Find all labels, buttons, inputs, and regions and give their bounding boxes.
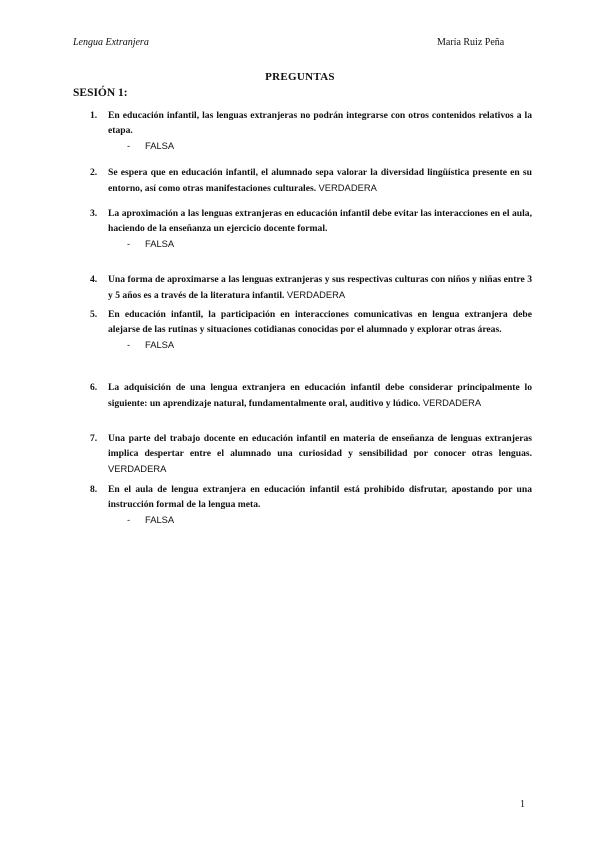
page-title: PREGUNTAS bbox=[265, 71, 335, 83]
question-number: 4. bbox=[90, 274, 98, 285]
answer-dash: - bbox=[127, 339, 131, 350]
header-author: María Ruiz Peña bbox=[437, 37, 505, 48]
question-item bbox=[90, 165, 532, 196]
answer-line bbox=[127, 236, 532, 251]
question-text: La adquisición de una lengua extranjera en educación infantil debe considerar principalmente lo siguiente: un aprendizaje natural, fundamentalmente oral, auditivo y lúdico. bbox=[108, 382, 532, 409]
answer-value: VERDADERA bbox=[286, 289, 346, 300]
question-text: Una parte del trabajo docente en educación infantil en materia de enseñanza de lenguas extranjeras implica despertar entre el alumnado una curiosidad y sensibilidad por conocer otras lenguas. bbox=[108, 433, 532, 459]
question-number: 5. bbox=[90, 309, 98, 320]
answer-line bbox=[127, 138, 532, 153]
session-heading: SESIÓN 1: bbox=[73, 87, 128, 99]
question-number: 7. bbox=[90, 433, 98, 444]
question-number: 6. bbox=[90, 382, 98, 393]
question-text: Se espera que en educación infantil, el alumnado sepa valorar la diversidad lingüística presente en su entorno, así como otras manifestaciones culturales. bbox=[108, 167, 532, 194]
answer-value: FALSA bbox=[145, 140, 175, 151]
answer-dash: - bbox=[127, 238, 131, 249]
answer-dash: - bbox=[127, 514, 131, 525]
question-text: En educación infantil, las lenguas extranjeras no podrán integrarse con otros contenidos relativos a la etapa. bbox=[108, 110, 532, 136]
answer-value: FALSA bbox=[145, 339, 175, 350]
question-item bbox=[90, 272, 532, 303]
answer-value: VERDADERA bbox=[318, 182, 377, 193]
question-number: 3. bbox=[90, 208, 98, 219]
question-number: 2. bbox=[90, 167, 98, 178]
question-item bbox=[90, 307, 532, 352]
answer-dash: - bbox=[127, 140, 131, 151]
header-subject: Lengua Extranjera bbox=[73, 37, 149, 48]
answer-value: VERDADERA bbox=[108, 463, 167, 474]
question-item bbox=[90, 206, 532, 251]
answer-line bbox=[127, 337, 532, 352]
answer-value: VERDADERA bbox=[422, 397, 482, 408]
answer-value: FALSA bbox=[145, 238, 175, 249]
question-text: En el aula de lengua extranjera en educación infantil está prohibido disfrutar, apostando por una instrucción formal de la lengua meta. bbox=[108, 484, 532, 510]
question-text: En educación infantil, la participación en interacciones comunicativas en lengua extranjera debe alejarse de las rutinas y situaciones cotidianas conocidas por el alumnado y explorar otras áreas. bbox=[108, 309, 532, 335]
question-item bbox=[90, 482, 532, 527]
question-text: La aproximación a las lenguas extranjeras en educación infantil debe evitar las interacciones en el aula, haciendo de la enseñanza un ejercicio docente formal. bbox=[108, 208, 532, 234]
question-number: 8. bbox=[90, 484, 98, 495]
answer-line bbox=[127, 512, 532, 527]
page-number: 1 bbox=[520, 799, 525, 810]
question-text: Una forma de aproximarse a las lenguas extranjeras y sus respectivas culturas con niños y niñas entre 3 y 5 años es a través de la literatura infantil. bbox=[108, 274, 532, 301]
question-item bbox=[90, 108, 532, 153]
question-number: 1. bbox=[90, 110, 98, 121]
answer-value: FALSA bbox=[145, 514, 175, 525]
question-item bbox=[90, 380, 532, 411]
question-item bbox=[90, 431, 532, 477]
